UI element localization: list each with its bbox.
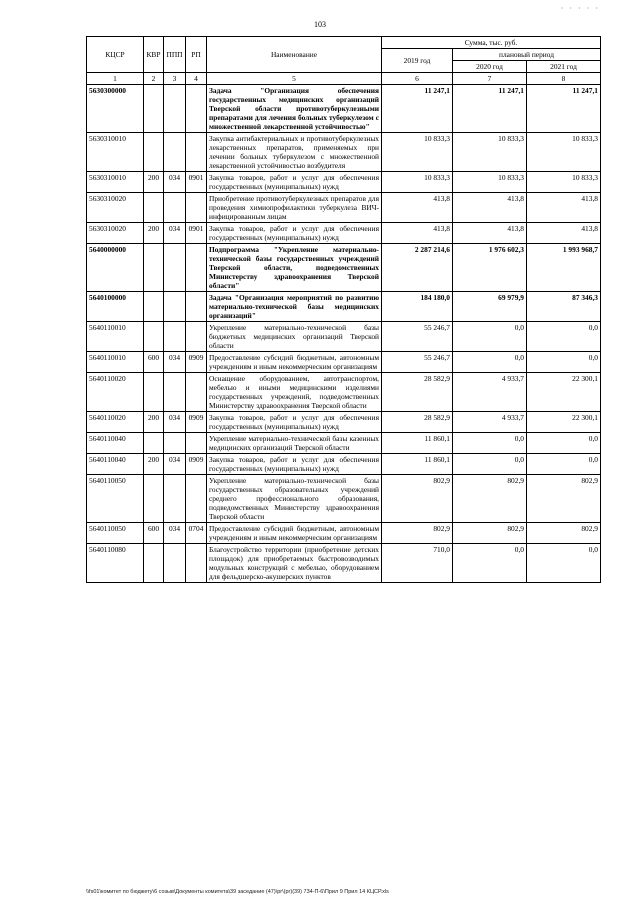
header-ppp: ППП [164, 37, 186, 73]
row-kcsr: 5640110050 [87, 475, 144, 523]
row-sum-2020: 0,0 [453, 544, 527, 583]
row-ppp [164, 193, 186, 223]
row-sum-2021: 87 346,3 [527, 292, 601, 322]
column-number: 5 [207, 73, 382, 85]
row-kvr [144, 85, 164, 133]
row-kcsr: 5630310010 [87, 133, 144, 172]
row-name: Укрепление материально-технической базы бюджетных медицинских организаций Тверской области [207, 322, 382, 352]
row-sum-2019: 802,9 [382, 523, 453, 544]
table-row [87, 172, 601, 193]
row-sum-2019: 28 582,9 [382, 412, 453, 433]
row-rp: 0909 [186, 352, 207, 373]
row-sum-2020: 4 933,7 [453, 412, 527, 433]
row-name: Благоустройство территории (приобретение детских площадок) для приобретаемых быстровозводимых модульных конструкций с мебелью, оборудованием для фельдшерско-акушерских пунктов [207, 544, 382, 583]
row-kvr [144, 292, 164, 322]
row-sum-2020: 0,0 [453, 433, 527, 454]
row-sum-2020: 1 976 602,3 [453, 244, 527, 292]
row-sum-2020: 0,0 [453, 352, 527, 373]
table-row [87, 193, 601, 223]
row-kcsr: 5640110050 [87, 523, 144, 544]
row-sum-2019: 413,8 [382, 193, 453, 223]
row-ppp [164, 322, 186, 352]
row-ppp [164, 433, 186, 454]
row-ppp: 034 [164, 412, 186, 433]
header-2020: 2020 год [453, 61, 527, 73]
row-sum-2021: 22 300,1 [527, 373, 601, 412]
row-kvr: 200 [144, 454, 164, 475]
row-sum-2019: 11 860,1 [382, 433, 453, 454]
row-sum-2020: 0,0 [453, 322, 527, 352]
header-kcsr: КЦСР [87, 37, 144, 73]
row-name: Задача "Организация мероприятий по развитию материально-технической базы медицинских организаций" [207, 292, 382, 322]
header-rp: РП [186, 37, 207, 73]
row-kcsr: 5640110020 [87, 412, 144, 433]
table-row [87, 373, 601, 412]
row-kvr [144, 244, 164, 292]
row-sum-2019: 802,9 [382, 475, 453, 523]
row-kvr: 200 [144, 412, 164, 433]
row-rp [186, 85, 207, 133]
row-name: Укрепление материально-технической базы казенных медицинских организаций Тверской области [207, 433, 382, 454]
row-name: Предоставление субсидий бюджетным, автономным учреждениям и иным некоммерческим организациям [207, 523, 382, 544]
row-kvr [144, 133, 164, 172]
table-row [87, 475, 601, 523]
row-sum-2020: 10 833,3 [453, 172, 527, 193]
row-name: Закупка товаров, работ и услуг для обеспечения государственных (муниципальных) нужд [207, 412, 382, 433]
row-kvr [144, 322, 164, 352]
row-sum-2020: 413,8 [453, 223, 527, 244]
row-kcsr: 5640110010 [87, 322, 144, 352]
top-mark: · · · · · [560, 4, 600, 13]
row-kcsr: 5630310010 [87, 172, 144, 193]
row-rp: 0901 [186, 223, 207, 244]
row-sum-2021: 10 833,3 [527, 172, 601, 193]
row-kcsr: 5640110080 [87, 544, 144, 583]
row-name: Укрепление материально-технической базы государственных образовательных учреждений среднего профессионального образования, подведомственных Министерству здравоохранения Тверской области [207, 475, 382, 523]
row-sum-2021: 0,0 [527, 352, 601, 373]
row-sum-2019: 413,8 [382, 223, 453, 244]
row-sum-2021: 413,8 [527, 223, 601, 244]
table-row [87, 85, 601, 133]
row-rp: 0909 [186, 454, 207, 475]
row-ppp: 034 [164, 352, 186, 373]
row-name: Подпрограмма "Укрепление материально-технической базы государственных учреждений Тверской области, подведомственных Министерству здравоохранения Тверской области" [207, 244, 382, 292]
table-row [87, 454, 601, 475]
table-row [87, 223, 601, 244]
table-row [87, 412, 601, 433]
row-name: Закупка товаров, работ и услуг для обеспечения государственных (муниципальных) нужд [207, 454, 382, 475]
table-row [87, 544, 601, 583]
header-2019: 2019 год [382, 49, 453, 73]
row-sum-2020: 11 247,1 [453, 85, 527, 133]
row-sum-2019: 55 246,7 [382, 352, 453, 373]
row-ppp [164, 292, 186, 322]
row-kvr: 600 [144, 523, 164, 544]
row-sum-2019: 55 246,7 [382, 322, 453, 352]
row-ppp: 034 [164, 223, 186, 244]
row-rp: 0909 [186, 412, 207, 433]
header-sum: Сумма, тыс. руб. [382, 37, 601, 49]
row-rp: 0704 [186, 523, 207, 544]
row-rp [186, 475, 207, 523]
row-rp [186, 133, 207, 172]
row-kvr [144, 544, 164, 583]
row-kcsr: 5640110020 [87, 373, 144, 412]
budget-table [86, 36, 601, 583]
row-kcsr: 5640000000 [87, 244, 144, 292]
row-sum-2021: 22 300,1 [527, 412, 601, 433]
table-row [87, 322, 601, 352]
table-row [87, 133, 601, 172]
row-ppp [164, 85, 186, 133]
row-rp: 0901 [186, 172, 207, 193]
row-sum-2019: 11 247,1 [382, 85, 453, 133]
row-rp [186, 244, 207, 292]
file-path-footer: \\fs01\комитет по бюджету\6 созыв\Документы комитета\39 заседание (47)\pr\(pr)(39) 734-П-6\Прил 9 Прил 14 КЦСР.xls [86, 889, 389, 895]
column-number: 6 [382, 73, 453, 85]
row-sum-2020: 4 933,7 [453, 373, 527, 412]
header-2021: 2021 год [527, 61, 601, 73]
row-kvr: 200 [144, 223, 164, 244]
row-name: Предоставление субсидий бюджетным, автономным учреждениям и иным некоммерческим организациям [207, 352, 382, 373]
row-kvr [144, 193, 164, 223]
row-ppp [164, 544, 186, 583]
row-name: Закупка товаров, работ и услуг для обеспечения государственных (муниципальных) нужд [207, 172, 382, 193]
header-name: Наименование [207, 37, 382, 73]
row-sum-2020: 10 833,3 [453, 133, 527, 172]
row-kcsr: 5630310020 [87, 193, 144, 223]
row-sum-2019: 2 287 214,6 [382, 244, 453, 292]
row-name: Закупка антибактериальных и противотуберкулезных лекарственных препаратов, применяемых при лечении больных туберкулезом с множественной лекарственной устойчивостью возбудителя [207, 133, 382, 172]
row-ppp [164, 133, 186, 172]
row-sum-2019: 28 582,9 [382, 373, 453, 412]
column-number: 3 [164, 73, 186, 85]
row-sum-2021: 0,0 [527, 433, 601, 454]
row-sum-2019: 710,0 [382, 544, 453, 583]
row-ppp: 034 [164, 523, 186, 544]
row-kcsr: 5640110040 [87, 433, 144, 454]
row-sum-2021: 0,0 [527, 544, 601, 583]
column-number: 4 [186, 73, 207, 85]
table-row [87, 433, 601, 454]
table-row [87, 292, 601, 322]
row-name: Закупка товаров, работ и услуг для обеспечения государственных (муниципальных) нужд [207, 223, 382, 244]
row-sum-2020: 802,9 [453, 523, 527, 544]
column-number: 7 [453, 73, 527, 85]
row-ppp: 034 [164, 454, 186, 475]
header-planned-period: плановый период [453, 49, 601, 61]
row-name: Задача "Организация обеспечения государственных медицинских организаций Тверской области противотуберкулезными препаратами для лечения больных туберкулезом с множественной лекарственной устойчивостью" [207, 85, 382, 133]
header-kvr: КВР [144, 37, 164, 73]
row-sum-2021: 11 247,1 [527, 85, 601, 133]
row-sum-2021: 10 833,3 [527, 133, 601, 172]
column-number: 2 [144, 73, 164, 85]
column-number: 1 [87, 73, 144, 85]
row-kcsr: 5630300000 [87, 85, 144, 133]
page-number: 103 [314, 20, 326, 29]
row-kvr: 200 [144, 172, 164, 193]
row-sum-2019: 10 833,3 [382, 172, 453, 193]
row-ppp [164, 244, 186, 292]
row-sum-2020: 802,9 [453, 475, 527, 523]
row-kcsr: 5640100000 [87, 292, 144, 322]
row-kvr: 600 [144, 352, 164, 373]
row-sum-2021: 802,9 [527, 523, 601, 544]
row-name: Приобретение противотуберкулезных препаратов для проведения химиопрофилактики туберкулеза ВИЧ-инфицированным лицам [207, 193, 382, 223]
row-sum-2020: 69 979,9 [453, 292, 527, 322]
row-sum-2021: 802,9 [527, 475, 601, 523]
row-rp [186, 322, 207, 352]
row-ppp: 034 [164, 172, 186, 193]
row-sum-2021: 413,8 [527, 193, 601, 223]
row-sum-2020: 0,0 [453, 454, 527, 475]
row-kvr [144, 373, 164, 412]
row-sum-2021: 0,0 [527, 322, 601, 352]
table-row [87, 523, 601, 544]
row-kcsr: 5630310020 [87, 223, 144, 244]
table-row [87, 244, 601, 292]
row-sum-2021: 0,0 [527, 454, 601, 475]
row-rp [186, 373, 207, 412]
budget-table-body [87, 85, 601, 583]
column-number: 8 [527, 73, 601, 85]
row-name: Оснащение оборудованием, автотранспортом, мебелью и иными медицинскими изделиями государственных учреждений, подведомственных Министерству здравоохранения Тверской области [207, 373, 382, 412]
row-rp [186, 193, 207, 223]
row-kvr [144, 475, 164, 523]
row-sum-2019: 10 833,3 [382, 133, 453, 172]
row-sum-2019: 184 180,0 [382, 292, 453, 322]
row-kvr [144, 433, 164, 454]
row-kcsr: 5640110040 [87, 454, 144, 475]
row-ppp [164, 373, 186, 412]
row-kcsr: 5640110010 [87, 352, 144, 373]
row-rp [186, 292, 207, 322]
row-sum-2020: 413,8 [453, 193, 527, 223]
row-rp [186, 433, 207, 454]
row-sum-2019: 11 860,1 [382, 454, 453, 475]
row-ppp [164, 475, 186, 523]
table-row [87, 352, 601, 373]
row-sum-2021: 1 993 968,7 [527, 244, 601, 292]
row-rp [186, 544, 207, 583]
